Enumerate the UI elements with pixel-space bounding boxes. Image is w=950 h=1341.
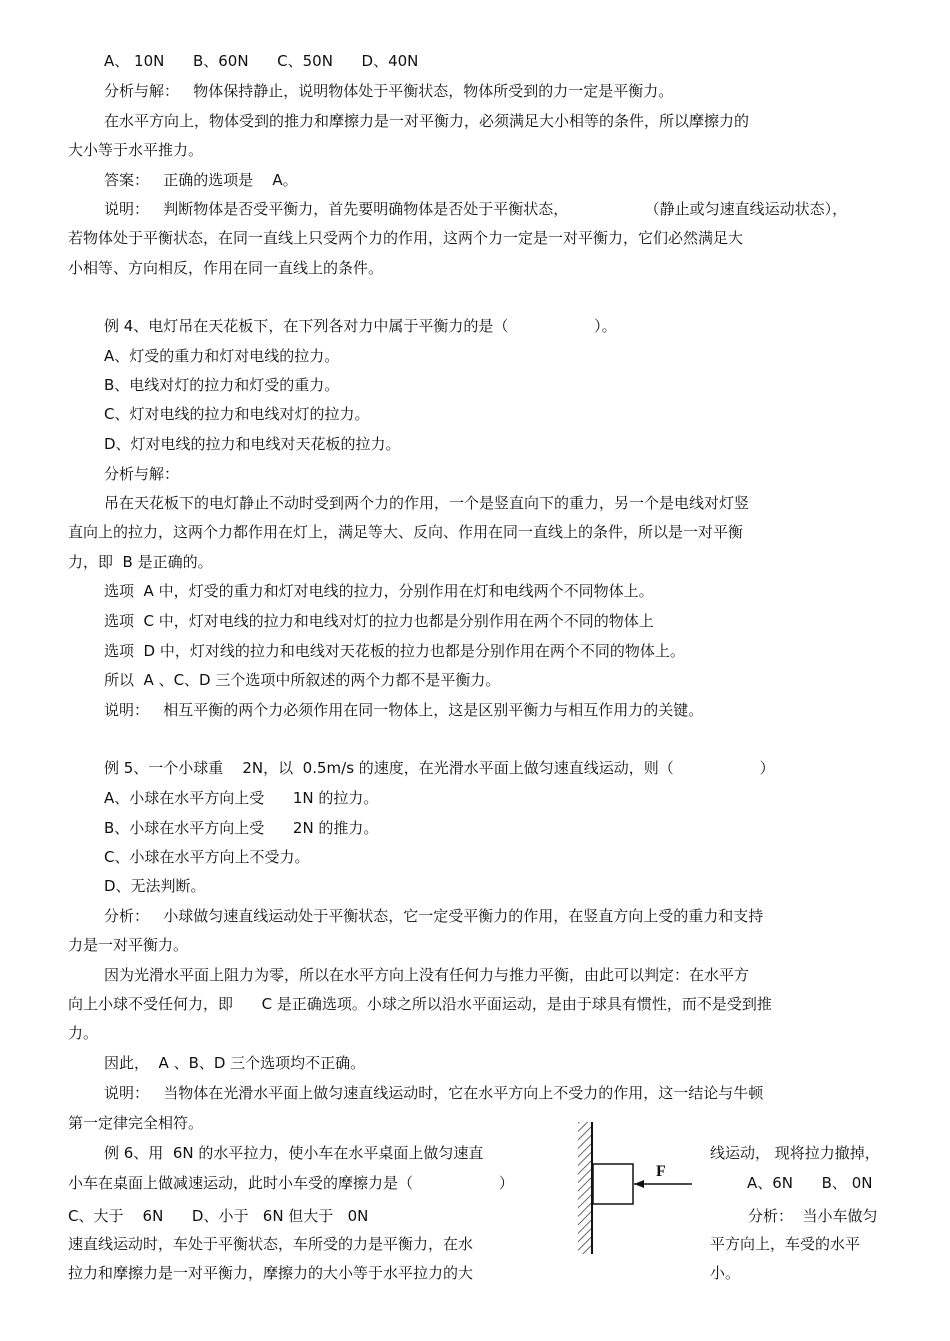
option-d: D、无法判断。: [104, 877, 206, 895]
body-line: 在水平方向上，物体受到的推力和摩擦力是一对平衡力，必须满足大小相等的条件，所以摩擦力的: [104, 112, 750, 130]
body-line: 力，即 B 是正确的。: [68, 553, 213, 571]
body-line: 直向上的拉力，这两个力都作用在灯上，满足等大、反向、作用在同一直线上的条件，所以是一对平衡: [68, 523, 744, 541]
note-line: 小相等、方向相反，作用在同一直线上的条件。: [68, 259, 384, 277]
answer-line: 答案： 正确的选项是 A。: [104, 171, 298, 189]
analysis-line: 分析与解： 物体保持静止，说明物体处于平衡状态，物体所受到的力一定是平衡力。: [104, 82, 674, 100]
body-line: 拉力和摩擦力是一对平衡力，摩擦力的大小等于水平拉力的大: [68, 1264, 474, 1282]
example-6-title: 例 6、用 6N 的水平拉力，使小车在水平桌面上做匀速直: [104, 1144, 484, 1162]
force-label: F: [656, 1163, 666, 1180]
analysis-heading: 分析与解：: [104, 465, 180, 483]
note-line: 说明： 判断物体是否受平衡力，首先要明确物体是否处于平衡状态， （静止或匀速直线运动状态），: [104, 200, 848, 218]
body-line: 向上小球不受任何力，即 C 是正确选项。小球之所以沿水平面运动，是由于球具有惯性，而不是受到推: [68, 995, 772, 1013]
body-line: 选项 C 中，灯对电线的拉力和电线对灯的拉力也都是分别作用在两个不同的物体上: [104, 612, 654, 630]
options-right: A、6N B、 0N: [747, 1174, 873, 1192]
options-line: C、大于 6N D、小于 6N 但大于 0N: [68, 1207, 369, 1225]
body-line: 小车在桌面上做减速运动，此时小车受的摩擦力是（ ）: [68, 1174, 514, 1192]
body-line-right: 小。: [710, 1264, 741, 1282]
body-line: 力是一对平衡力。: [68, 936, 189, 954]
option-a: A、小球在水平方向上受 1N 的拉力。: [104, 789, 379, 807]
body-line: 速直线运动时，车处于平衡状态，车所受的力是平衡力，在水: [68, 1235, 474, 1253]
body-line: 因此， A 、B、D 三个选项均不正确。: [104, 1054, 366, 1072]
note-line: 说明： 相互平衡的两个力必须作用在同一物体上，这是区别平衡力与相互作用力的关键。: [104, 701, 704, 719]
option-b: B、电线对灯的拉力和灯受的重力。: [104, 376, 340, 394]
body-line: 因为光滑水平面上阻力为零，所以在水平方向上没有任何力与推力平衡，由此可以判定：在水平方: [104, 966, 750, 984]
body-line: 选项 D 中，灯对线的拉力和电线对天花板的拉力也都是分别作用在两个不同的物体上。: [104, 642, 685, 660]
option-a: A、灯受的重力和灯对电线的拉力。: [104, 347, 340, 365]
analysis-line: 分析： 小球做匀速直线运动处于平衡状态，它一定受平衡力的作用，在竖直方向上受的重力和支持: [104, 907, 764, 925]
note-line: 第一定律完全相符。: [68, 1114, 204, 1132]
body-line: 大小等于水平推力。: [68, 141, 204, 159]
note-line: 说明： 当物体在光滑水平面上做匀速直线运动时，它在水平方向上不受力的作用，这一结论与牛顿: [104, 1084, 764, 1102]
example-4-title: 例 4、电灯吊在天花板下，在下列各对力中属于平衡力的是（ ）。: [104, 317, 617, 335]
body-line: 力。: [68, 1024, 99, 1042]
force-arrowhead: [634, 1180, 644, 1188]
note-line: 若物体处于平衡状态，在同一直线上只受两个力的作用，这两个力一定是一对平衡力，它们必然满足大: [68, 229, 744, 247]
body-line-right: 平方向上，车受的水平: [710, 1235, 861, 1253]
body-line-right: 线运动， 现将拉力撤掉，: [710, 1144, 880, 1162]
body-line: 选项 A 中，灯受的重力和灯对电线的拉力，分别作用在灯和电线两个不同物体上。: [104, 582, 654, 600]
analysis-right: 分析： 当小车做匀: [748, 1207, 878, 1225]
option-c: C、小球在水平方向上不受力。: [104, 848, 310, 866]
block: [593, 1164, 633, 1204]
option-b: B、小球在水平方向上受 2N 的推力。: [104, 819, 379, 837]
body-line: 所以 A 、C、D 三个选项中所叙述的两个力都不是平衡力。: [104, 671, 501, 689]
wall: [578, 1122, 592, 1254]
option-c: C、灯对电线的拉力和电线对灯的拉力。: [104, 405, 370, 423]
options-line: A、 10N B、60N C、50N D、40N: [104, 52, 419, 70]
body-line: 吊在天花板下的电灯静止不动时受到两个力的作用，一个是竖直向下的重力，另一个是电线对灯竖: [104, 494, 750, 512]
option-d: D、灯对电线的拉力和电线对天花板的拉力。: [104, 435, 401, 453]
example-5-title: 例 5、一个小球重 2N，以 0.5m/s 的速度，在光滑水平面上做匀速直线运动，则（ ）: [104, 759, 775, 777]
wall-block-force-diagram: [572, 1120, 702, 1260]
